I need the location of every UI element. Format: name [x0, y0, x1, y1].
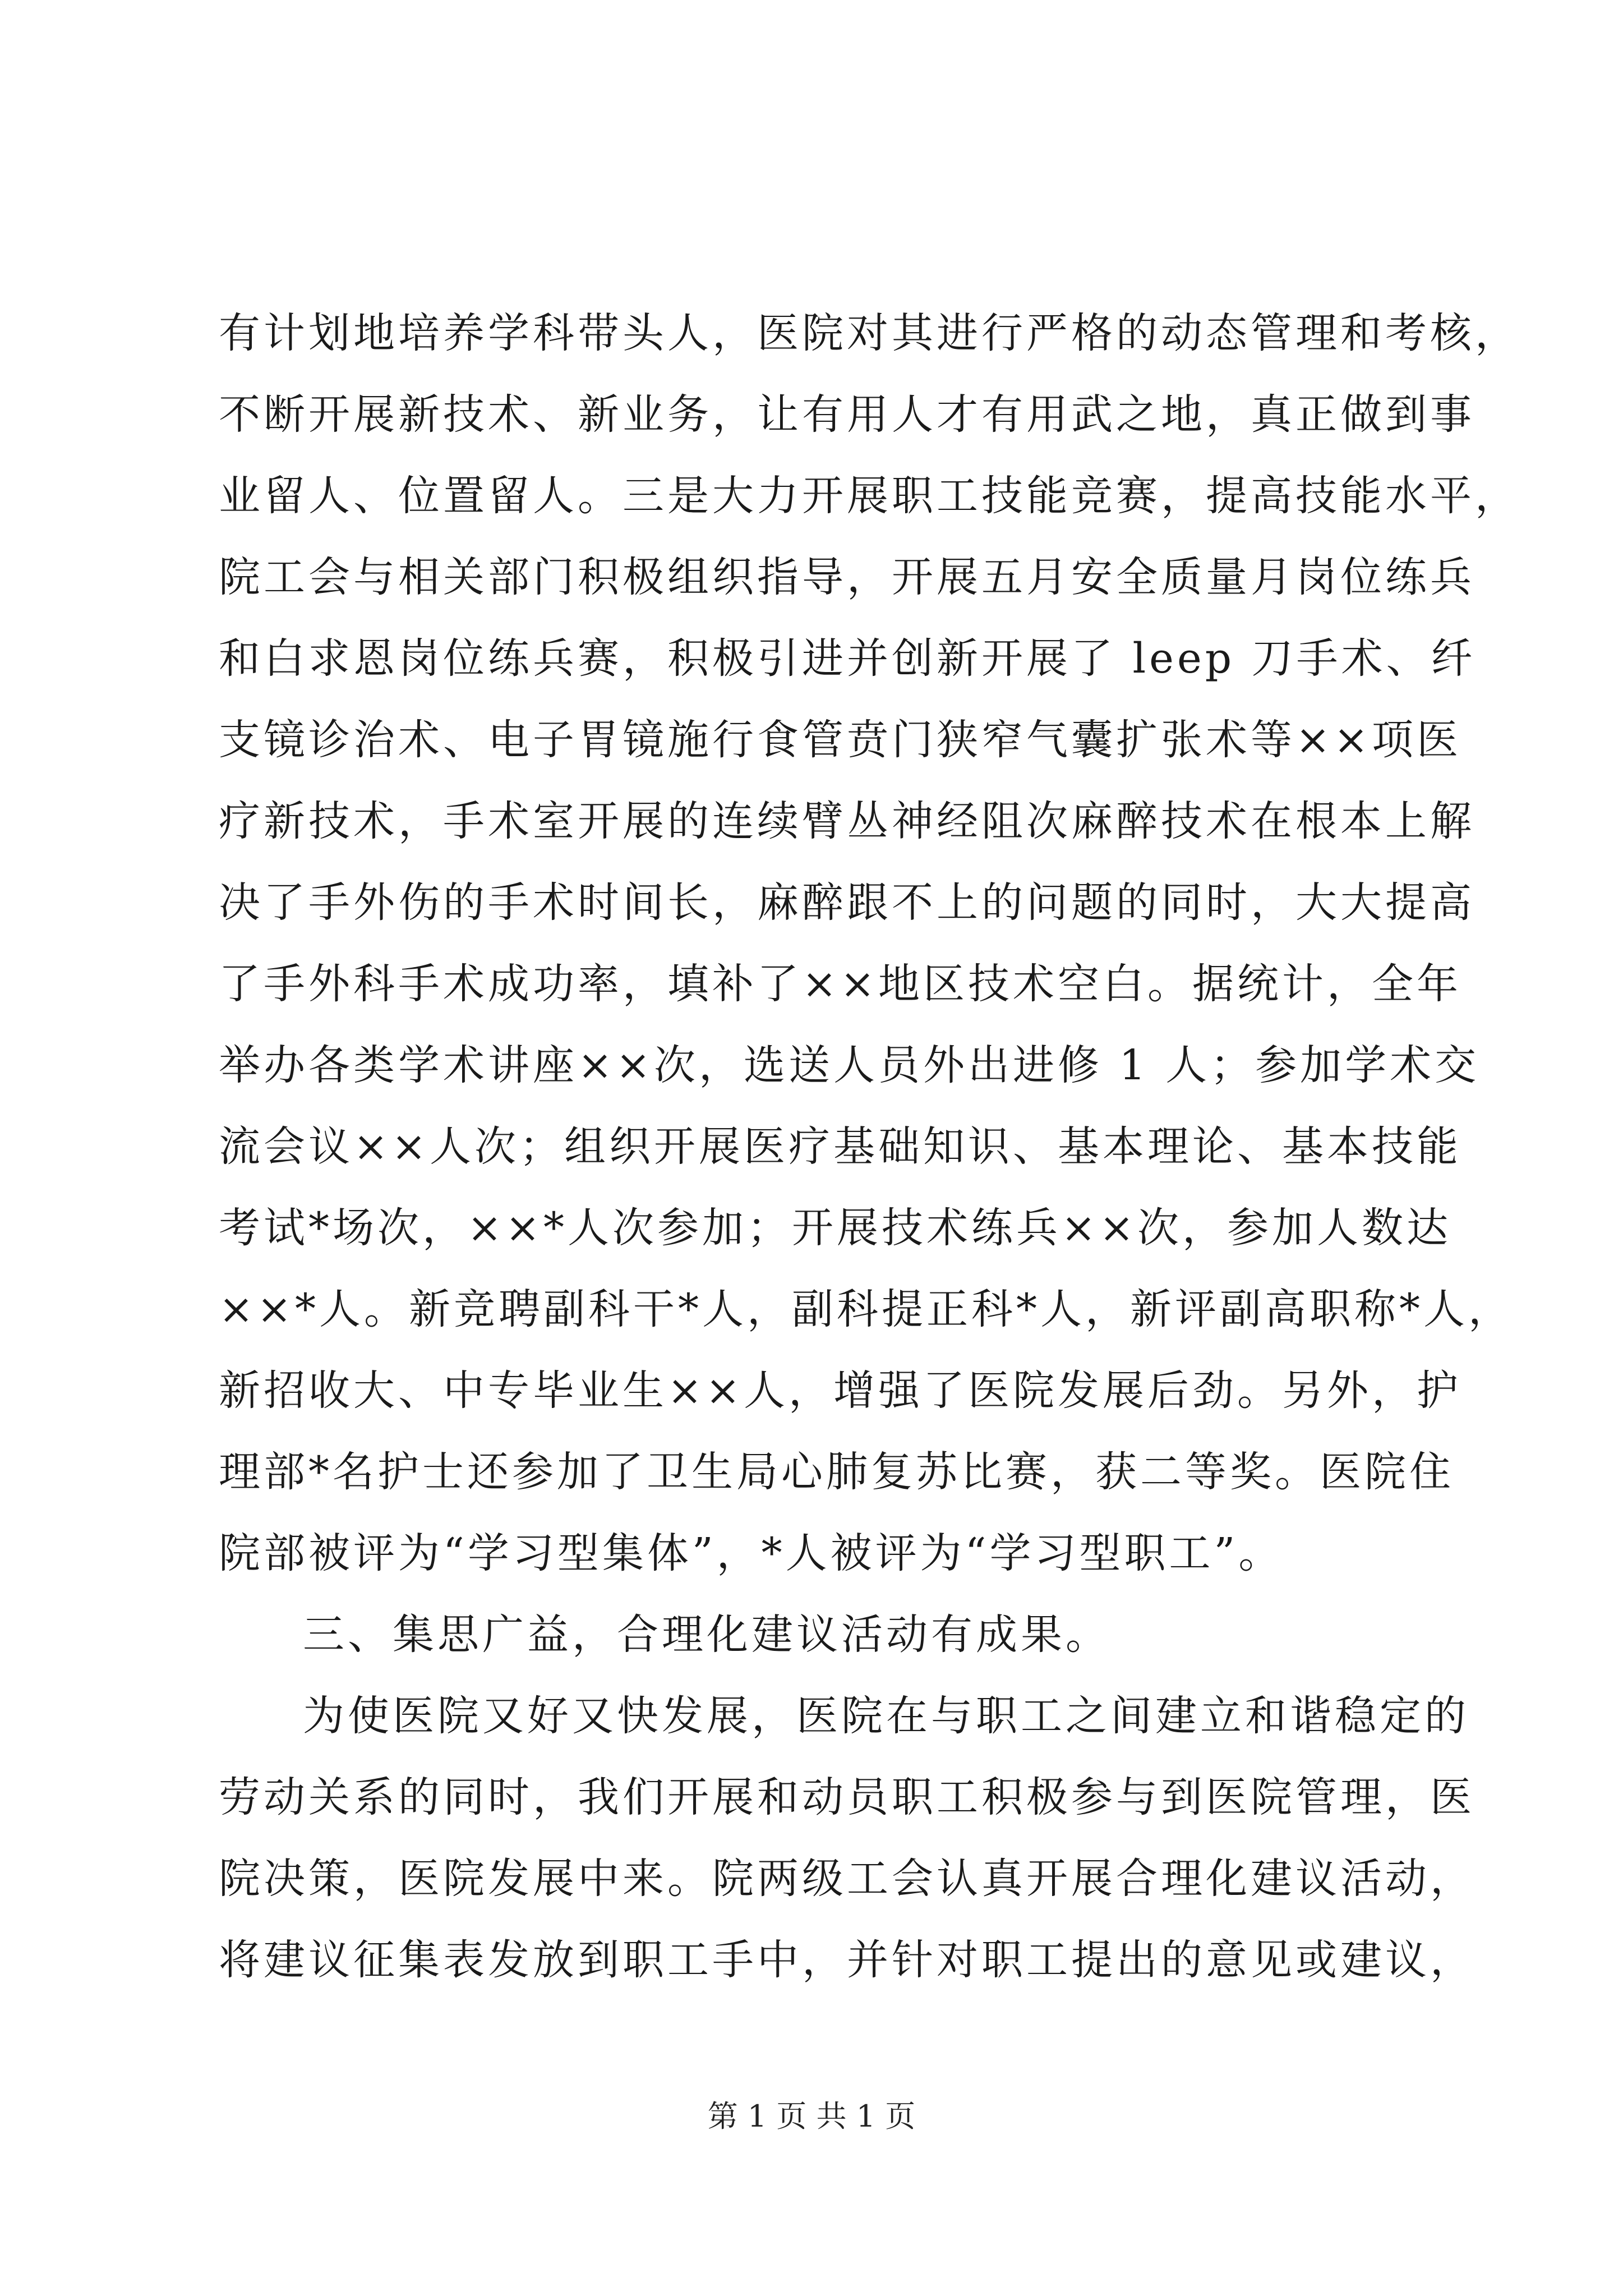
body-text-line: 疗新技术，手术室开展的连续臂丛神经阻次麻醉技术在根本上解 — [219, 797, 1475, 845]
body-text-line: 将建议征集表发放到职工手中，并针对职工提出的意见或建议， — [219, 1936, 1475, 1984]
body-text-line: 考试*场次，××*人次参加；开展技术练兵××次，参加人数达 — [219, 1204, 1452, 1252]
body-text-line: 业留人、位置留人。三是大力开展职工技能竞赛，提高技能水平， — [219, 472, 1520, 520]
body-text-line: 院决策，医院发展中来。院两级工会认真开展合理化建议活动， — [219, 1855, 1475, 1903]
body-text-line: 支镜诊治术、电子胃镜施行食管贲门狭窄气囊扩张术等××项医 — [219, 716, 1462, 764]
body-text-line: 举办各类学术讲座××次，选送人员外出进修 1 人；参加学术交 — [219, 1041, 1480, 1089]
body-text-line: 流会议××人次；组织开展医疗基础知识、基本理论、基本技能 — [219, 1122, 1462, 1171]
body-text-line: 决了手外伤的手术时间长，麻醉跟不上的问题的同时，大大提高 — [219, 878, 1475, 927]
section-heading: 三、集思广益，合理化建议活动有成果。 — [303, 1611, 1110, 1659]
body-text-line: 院工会与相关部门积极组织指导，开展五月安全质量月岗位练兵 — [219, 553, 1475, 601]
body-text-line: ××*人。新竞聘副科干*人，副科提正科*人，新评副高职称*人， — [219, 1285, 1514, 1333]
paragraph-first-line: 为使医院又好又快发展，医院在与职工之间建立和谐稳定的 — [303, 1692, 1469, 1740]
body-text-line: 了手外科手术成功率，填补了××地区技术空白。据统计，全年 — [219, 960, 1462, 1008]
body-text-line: 新招收大、中专毕业生××人，增强了医院发展后劲。另外，护 — [219, 1366, 1462, 1415]
body-text-line: 劳动关系的同时，我们开展和动员职工积极参与到医院管理，医 — [219, 1773, 1475, 1821]
body-text-line: 理部*名护士还参加了卫生局心肺复苏比赛，获二等奖。医院住 — [219, 1448, 1454, 1496]
page-footer: 第 1 页 共 1 页 — [707, 2099, 916, 2134]
body-text-line: 院部被评为“学习型集体”，*人被评为“学习型职工”。 — [219, 1529, 1284, 1577]
body-text-line: 有计划地培养学科带头人，医院对其进行严格的动态管理和考核， — [219, 309, 1520, 357]
body-text-line: 和白求恩岗位练兵赛，积极引进并创新开展了 leep 刀手术、纤 — [219, 634, 1476, 683]
body-text-line: 不断开展新技术、新业务，让有用人才有用武之地，真正做到事 — [219, 390, 1475, 439]
